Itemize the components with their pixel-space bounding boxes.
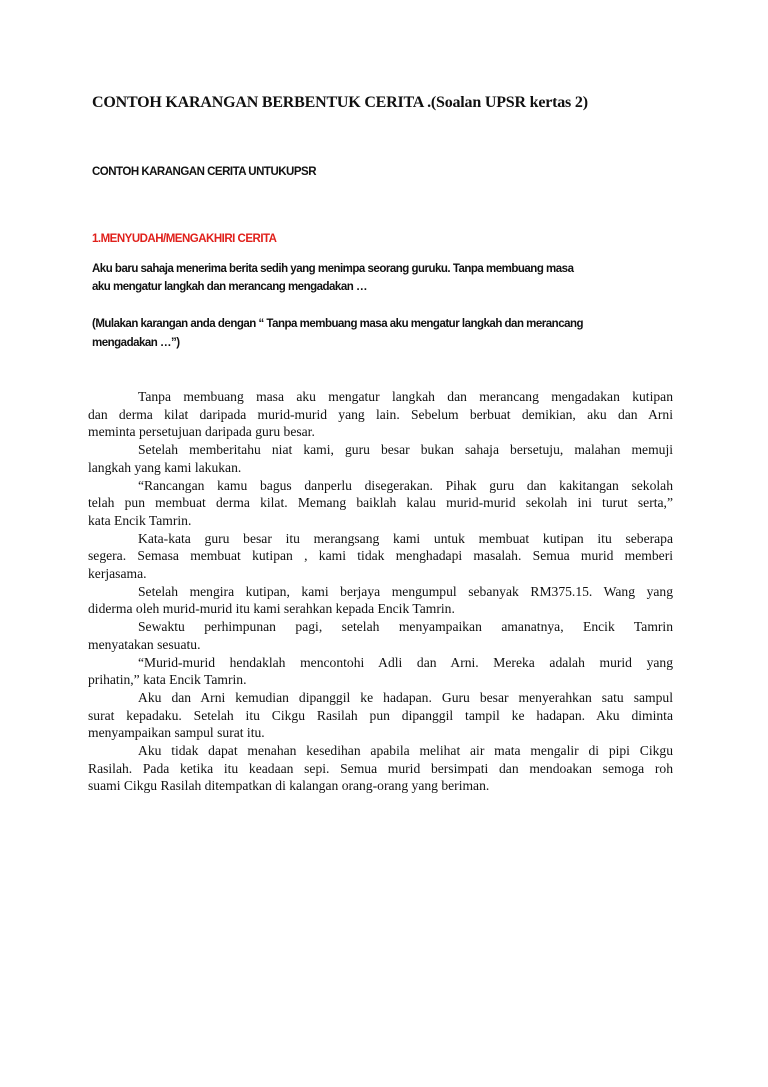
- prompt-line: Aku baru sahaja menerima berita sedih yang menimpa seorang guruku. Tanpa membuang masa: [92, 263, 574, 275]
- story-line: “Rancangan kamu bagus danperlu disegerakan. Pihak guru dan kakitangan sekolah: [138, 477, 673, 493]
- story-line: Kata-kata guru besar itu merangsang kami untuk membuat kutipan itu seberapa: [138, 530, 673, 546]
- story-line: “Murid-murid hendaklah mencontohi Adli dan Arni. Mereka adalah murid yang: [138, 654, 673, 670]
- story-line: Setelah mengira kutipan, kami berjaya mengumpul sebanyak RM375.15. Wang yang: [138, 583, 673, 599]
- story-line: kerjasama.: [88, 566, 147, 581]
- story-line: suami Cikgu Rasilah ditempatkan di kalangan orang-orang yang beriman.: [88, 778, 490, 794]
- story-line: dan derma kilat daripada murid-murid yang lain. Sebelum berbuat demikian, aku dan Arni: [88, 406, 673, 422]
- document-title: CONTOH KARANGAN BERBENTUK CERITA .(Soalan UPSR kertas 2): [92, 94, 588, 111]
- story-line: Setelah memberitahu niat kami, guru besar bukan sahaja bersetuju, malahan memuji: [138, 442, 673, 458]
- story-line: menyampaikan sampul surat itu.: [88, 725, 265, 741]
- story-line: meminta persetujuan daripada guru besar.: [88, 424, 315, 440]
- story-line: Tanpa membuang masa aku mengatur langkah dan merancang mengadakan kutipan: [138, 389, 673, 404]
- instruction-line: (Mulakan karangan anda dengan “ Tanpa membuang masa aku mengatur langkah dan merancang: [92, 318, 584, 330]
- story-line: prihatin,” kata Encik Tamrin.: [88, 672, 247, 688]
- story-line: Aku tidak dapat menahan kesedihan apabila melihat air mata mengalir di pipi Cikgu: [138, 743, 673, 758]
- story-line: menyatakan sesuatu.: [88, 636, 201, 652]
- prompt-line: aku mengatur langkah dan merancang mengadakan …: [92, 281, 367, 293]
- story-line: langkah yang kami lakukan.: [88, 459, 242, 475]
- story-line: kata Encik Tamrin.: [88, 512, 192, 528]
- section-heading: 1.MENYUDAH/MENGAKHIRI CERITA: [92, 233, 277, 245]
- story-line: surat kepadaku. Setelah itu Cikgu Rasilah pun dipanggil tampil ke hadapan. Aku diminta: [88, 707, 673, 723]
- instruction-line: mengadakan …”): [92, 337, 180, 349]
- story-line: telah pun membuat derma kilat. Memang baiklah kalau murid-murid sekolah ini turut serta,”: [88, 495, 673, 511]
- document-subtitle: CONTOH KARANGAN CERITA UNTUKUPSR: [92, 166, 317, 178]
- story-line: Sewaktu perhimpunan pagi, setelah menyampaikan amanatnya, Encik Tamrin: [138, 619, 673, 635]
- story-line: segera. Semasa membuat kutipan , kami tidak menghadapi masalah. Semua murid memberi: [88, 548, 673, 564]
- story-line: Rasilah. Pada ketika itu keadaan sepi. Semua murid bersimpati dan mendoakan semoga roh: [88, 760, 673, 776]
- story-line: Aku dan Arni kemudian dipanggil ke hadapan. Guru besar menyerahkan satu sampul: [138, 689, 673, 705]
- story-line: diderma oleh murid-murid itu kami serahkan kepada Encik Tamrin.: [88, 601, 455, 617]
